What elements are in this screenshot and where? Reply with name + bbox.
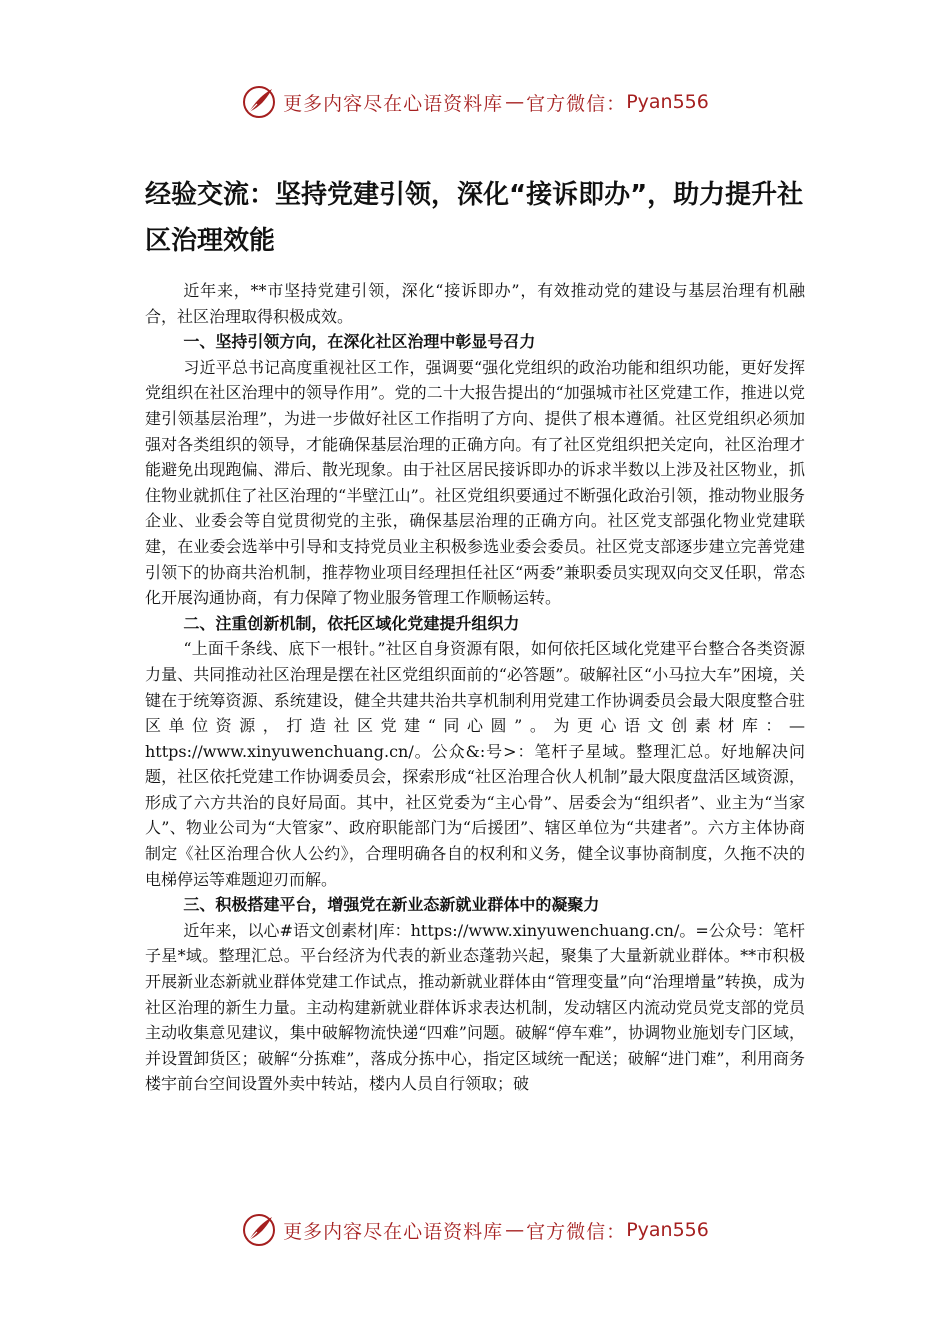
section-paragraph-3: 近年来，以心#语文创素材|库：https://www.xinyuwenchuang.cn/。=公众号：笔杆子星*域。整理汇总。平台经济为代表的新业态蓬勃兴起，聚集了大量新就业群体。**市积极开展新业态新就业群体党建工作试点，推动新就业群体由“管理变量”向“治理增量”转换，成为社区治理的新生力量。主动构建新就业群体诉求表达机制，发动辖区内流动党员党支部的党员主动收集意见建议，集中破解物流快递“四难”问题。破解“停车难”，协调物业施划专门区域，并设置卸货区；破解“分拣难”，落成分拣中心，指定区域统一配送；破解“进门难”，利用商务楼宇前台空间设置外卖中转站，楼内人员自行领取；破	[145, 920, 805, 1094]
banner-separator: —	[505, 1219, 525, 1241]
section-paragraph-1: 习近平总书记高度重视社区工作，强调要“强化党组织的政治功能和组织功能，更好发挥党组织在社区治理中的领导作用”。党的二十大报告提出的“加强城市社区党建工作，推进以党建引领基层治理”，为进一步做好社区工作指明了方向、提供了根本遵循。社区党组织必须加强对各类组织的领导，才能确保基层治理的正确方向。有了社区党组织把关定向，社区治理才能避免出现跑偏、滞后、散光现象。由于社区居民接诉即办的诉求半数以上涉及社区物业，抓住物业就抓住了社区治理的“半壁江山”。社区党组织要通过不断强化政治引领，推动物业服务企业、业委会等自觉贯彻党的主张，确保基层治理的正确方向。社区党支部强化物业党建联建，在业委会选举中引导和支持党员业主积极参选业委会委员。社区党支部逐步建立完善党建引领下的协商共治机制，推荐物业项目经理担任社区“两委”兼职委员实现双向交叉任职，常态化开展沟通协商，有力保障了物业服务管理工作顺畅运转。	[145, 357, 805, 608]
banner-wechat-label: 官方微信：	[526, 1220, 627, 1243]
header-banner	[0, 80, 950, 124]
feather-pen-logo-icon	[241, 84, 277, 120]
section-heading-1: 一、坚持引领方向，在深化社区治理中彰显号召力	[183, 332, 536, 352]
document-title: 经验交流：坚持党建引领，深化“接诉即办”，助力提升社区治理效能	[145, 180, 804, 256]
document-body	[145, 278, 805, 1097]
feather-pen-logo-icon	[241, 1212, 277, 1248]
banner-text: 更多内容尽在心语资料库	[283, 92, 504, 115]
footer-banner	[0, 1208, 950, 1252]
intro-paragraph: 近年来，**市坚持党建引领，深化“接诉即办”，有效推动党的建设与基层治理有机融合，社区治理取得积极成效。	[145, 281, 805, 326]
section-paragraph-2: “上面千条线、底下一根针。”社区自身资源有限，如何依托区域化党建平台整合各类资源力量、共同推动社区治理是摆在社区党组织面前的“必答题”。破解社区“小马拉大车”困境，关键在于统筹资源、系统建设，健全共建共治共享机制利用党建工作协调委员会最大限度整合驻区单位资源，打造社区党建“同心圆”。为更心语文创素材库：—https://www.xinyuwenchuang.cn/。公众&:号>：笔杆子星域。整理汇总。好地解决问题，社区依托党建工作协调委员会，探索形成“社区治理合伙人机制”最大限度盘活区域资源，形成了六方共治的良好局面。其中，社区党委为“主心骨”、居委会为“组织者”、业主为“当家人”、物业公司为“大管家”、政府职能部门为“后援团”、辖区单位为“共建者”。六方主体协商制定《社区治理合伙人公约》，合理明确各自的权利和义务，健全议事协商制度，久拖不决的电梯停运等难题迎刃而解。	[145, 639, 805, 889]
banner-separator: —	[505, 91, 525, 113]
banner-text: 更多内容尽在心语资料库	[283, 1220, 504, 1243]
section-heading-3: 三、积极搭建平台，增强党在新业态新就业群体中的凝聚力	[183, 895, 600, 915]
banner-wechat-id: Pyan556	[626, 1219, 709, 1241]
banner-wechat-id: Pyan556	[626, 91, 709, 113]
section-heading-2: 二、注重创新机制，依托区域化党建提升组织力	[183, 613, 520, 633]
banner-wechat-label: 官方微信：	[526, 92, 627, 115]
